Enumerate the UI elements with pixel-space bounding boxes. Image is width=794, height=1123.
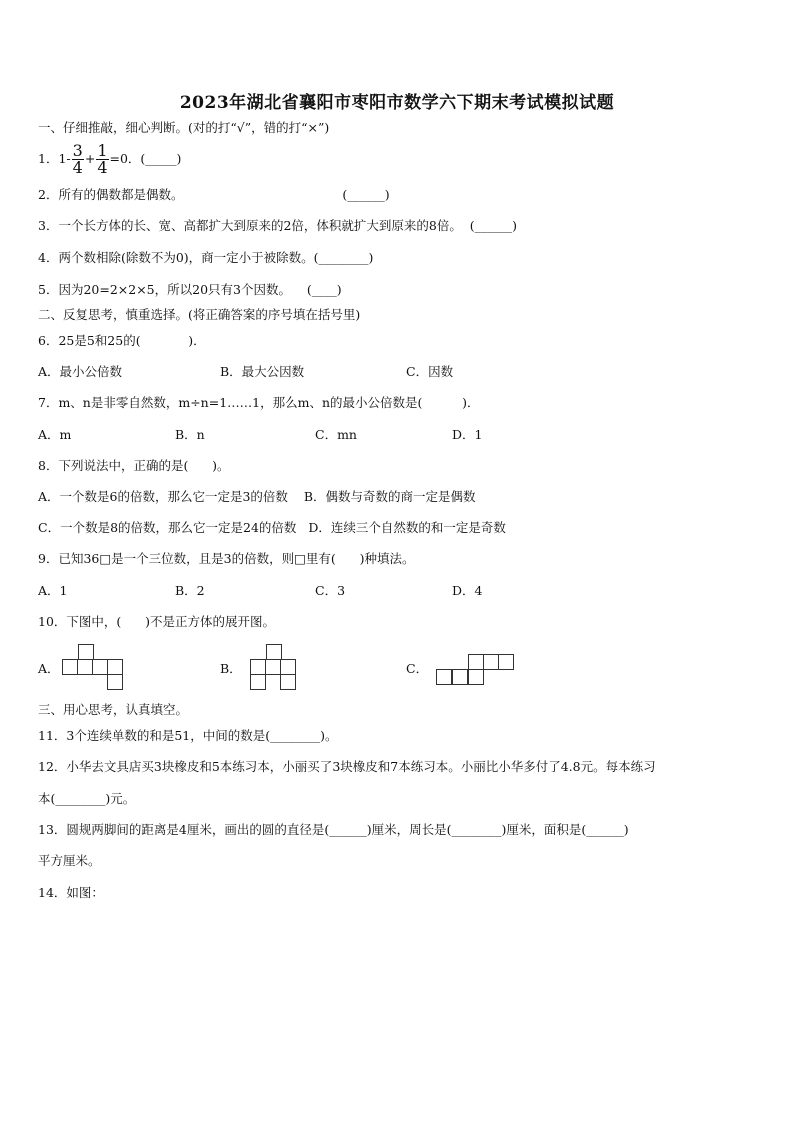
q10-option-c: C． bbox=[406, 661, 429, 676]
cube-net-c bbox=[436, 654, 518, 688]
question-12-line2: 本(________)元。 bbox=[38, 791, 136, 806]
q1-suffix: =0．(_____) bbox=[109, 151, 182, 166]
section3-heading: 三、用心思考，认真填空。 bbox=[38, 702, 189, 717]
question-5: 5．因为20=2×2×5，所以20只有3个因数。 (____) bbox=[38, 282, 342, 297]
q6-option-a: A．最小公倍数 bbox=[38, 364, 123, 379]
question-10: 10．下图中，( )不是正方体的展开图。 bbox=[38, 614, 276, 629]
question-4: 4．两个数相除(除数不为0)，商一定小于被除数。(________) bbox=[38, 250, 374, 265]
q9-option-b: B．2 bbox=[175, 583, 205, 598]
question-14: 14．如图： bbox=[38, 885, 104, 900]
question-13-line1: 13．圆规两脚间的距离是4厘米，画出的圆的直径是(______)厘米，周长是(________)厘米，面积是(______) bbox=[38, 822, 629, 837]
q6-option-b: B．最大公因数 bbox=[220, 364, 305, 379]
q7-option-d: D．1 bbox=[452, 427, 483, 442]
q9-option-c: C．3 bbox=[315, 583, 346, 598]
q9-option-d: D．4 bbox=[452, 583, 483, 598]
question-13-line2: 平方厘米。 bbox=[38, 853, 101, 868]
fraction-3-4: $\frac{3}{4}$ bbox=[72, 141, 83, 177]
fraction-1-4: $\frac{1}{4}$ bbox=[97, 141, 108, 177]
cube-net-b bbox=[250, 644, 302, 692]
question-1 bbox=[38, 143, 181, 176]
question-8: 8．下列说法中，正确的是( )。 bbox=[38, 458, 230, 473]
q7-option-c: C．mn bbox=[315, 427, 357, 442]
question-2: 2．所有的偶数都是偶数。 (______) bbox=[38, 187, 390, 202]
question-6: 6．25是5和25的( )． bbox=[38, 333, 206, 348]
question-11: 11．3个连续单数的和是51，中间的数是(________)。 bbox=[38, 728, 338, 743]
q7-option-b: B．n bbox=[175, 427, 205, 442]
q9-option-a: A．1 bbox=[38, 583, 68, 598]
q7-option-a: A．m bbox=[38, 427, 72, 442]
section1-heading: 一、仔细推敲，细心判断。(对的打“√”，错的打“×”) bbox=[38, 120, 330, 135]
section2-heading: 二、反复思考，慎重选择。(将正确答案的序号填在括号里) bbox=[38, 307, 361, 322]
question-9: 9．已知36□是一个三位数，且是3的倍数，则□里有( )种填法。 bbox=[38, 551, 415, 566]
q6-option-c: C．因数 bbox=[406, 364, 454, 379]
question-7: 7．m、n是非零自然数，m÷n=1……1，那么m、n的最小公倍数是( )． bbox=[38, 395, 480, 410]
page-title: 2023年湖北省襄阳市枣阳市数学六下期末考试模拟试题 bbox=[179, 93, 615, 113]
q10-option-a: A． bbox=[38, 661, 60, 676]
cube-net-a bbox=[62, 644, 128, 692]
q8-options-ab: A．一个数是6的倍数，那么它一定是3的倍数 B．偶数与奇数的商一定是偶数 bbox=[38, 489, 476, 504]
q8-options-cd: C．一个数是8的倍数，那么它一定是24的倍数 D．连续三个自然数的和一定是奇数 bbox=[38, 520, 506, 535]
q1-plus: + bbox=[84, 151, 96, 166]
question-12-line1: 12．小华去文具店买3块橡皮和5本练习本，小丽买了3块橡皮和7本练习本。小丽比小华多付了4.8元。每本练习 bbox=[38, 759, 656, 774]
question-3: 3．一个长方体的长、宽、高都扩大到原来的2倍，体积就扩大到原来的8倍。 (______) bbox=[38, 218, 518, 233]
q1-prefix: 1．1- bbox=[38, 151, 71, 166]
q10-option-b: B． bbox=[220, 661, 242, 676]
